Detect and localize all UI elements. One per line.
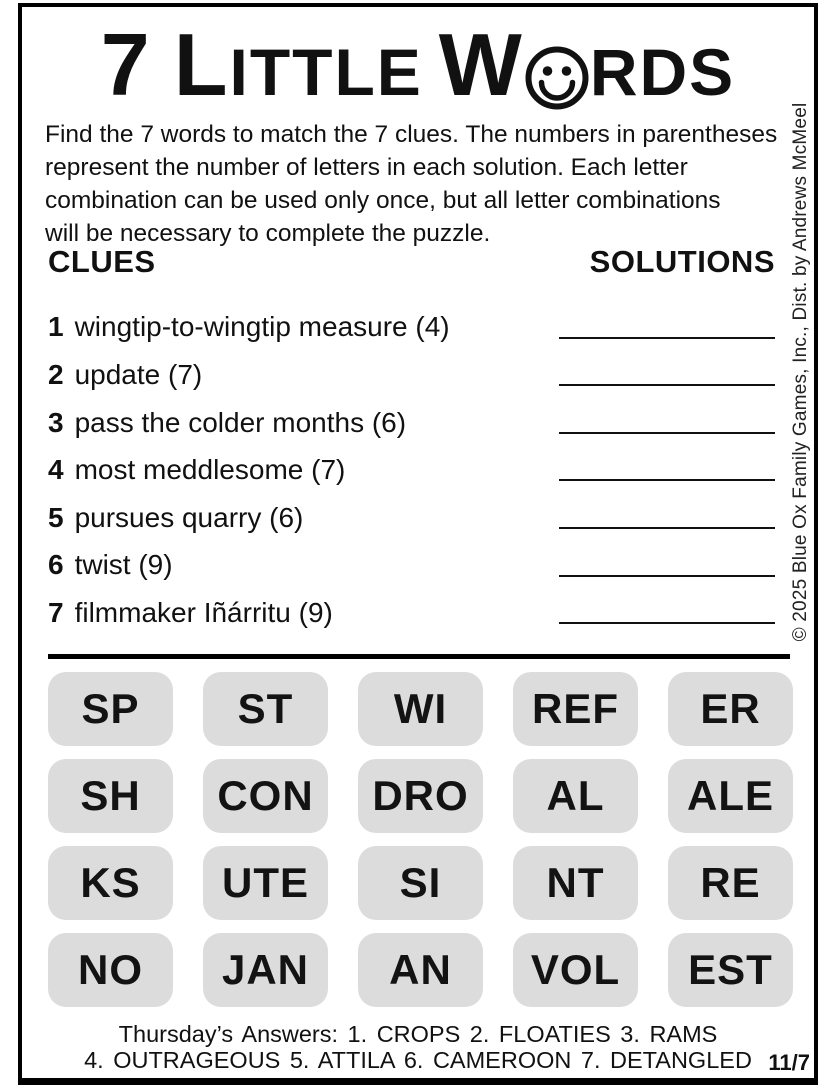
clue-number: 1 (48, 311, 64, 343)
clue-text: twist (9) (74, 549, 173, 581)
solution-blank[interactable] (559, 622, 775, 624)
publication-date: 11/7 (768, 1050, 810, 1075)
letter-tile[interactable]: EST (668, 933, 793, 1007)
solution-blank[interactable] (559, 432, 775, 434)
clue-text: pass the colder months (6) (74, 406, 407, 438)
clues-solutions-header (48, 245, 775, 279)
letter-tile[interactable]: REF (513, 672, 638, 746)
instructions (45, 118, 790, 250)
title-word2-rest: RDS (589, 35, 736, 109)
page-title (22, 15, 814, 114)
clue-text: pursues quarry (6) (74, 501, 304, 533)
clues-header: CLUES (48, 244, 156, 279)
clue-number: 3 (48, 406, 64, 438)
letter-tile[interactable]: DRO (358, 759, 483, 833)
clue-text: wingtip-to-wingtip measure (4) (74, 311, 450, 343)
instructions-line: will be necessary to complete the puzzle. (45, 220, 491, 247)
letter-tile[interactable]: SP (48, 672, 173, 746)
clues-section (48, 245, 775, 628)
clue-row (48, 533, 775, 581)
letter-tile-grid (48, 672, 793, 1007)
smiley-face-o-icon (525, 46, 589, 110)
letter-tile[interactable]: SH (48, 759, 173, 833)
instructions-line: represent the number of letters in each solution. Each letter (45, 154, 688, 181)
instructions-line: Find the 7 words to match the 7 clues. The numbers in parentheses (45, 121, 778, 148)
solution-blank[interactable] (559, 337, 775, 339)
letter-tile[interactable]: NO (48, 933, 173, 1007)
title-number: 7 (100, 15, 152, 114)
letter-tile[interactable]: ER (668, 672, 793, 746)
clue-text: filmmaker Iñárritu (9) (74, 597, 333, 629)
clue-number: 6 (48, 549, 64, 581)
solution-blank[interactable] (559, 384, 775, 386)
letter-tile[interactable]: WI (358, 672, 483, 746)
letter-tile[interactable]: JAN (203, 933, 328, 1007)
clue-row (48, 485, 775, 533)
letter-tile[interactable]: RE (668, 846, 793, 920)
letter-tile[interactable]: NT (513, 846, 638, 920)
letter-tile[interactable]: KS (48, 846, 173, 920)
clue-row (48, 390, 775, 438)
letter-tile[interactable]: UTE (203, 846, 328, 920)
puzzle-page-frame (18, 3, 818, 1085)
previous-answers-line-1: Thursday’s Answers: 1. CROPS 2. FLOATIES 3. RAMS (118, 1021, 718, 1047)
clue-row (48, 295, 775, 343)
letter-tile[interactable]: ALE (668, 759, 793, 833)
solution-blank[interactable] (559, 479, 775, 481)
solutions-header: SOLUTIONS (589, 244, 775, 279)
clue-number: 5 (48, 501, 64, 533)
clue-number: 7 (48, 597, 64, 629)
letter-tile[interactable]: AL (513, 759, 638, 833)
letter-tile[interactable]: ST (203, 672, 328, 746)
copyright-notice: © 2025 Blue Ox Family Games, Inc., Dist. by Andrews McMeel (790, 102, 811, 642)
clue-row (48, 438, 775, 486)
clue-row (48, 581, 775, 629)
title-word1-rest: ITTLE (229, 35, 423, 109)
clue-text: most meddlesome (7) (74, 454, 346, 486)
clue-row (48, 343, 775, 391)
clue-number: 4 (48, 454, 64, 486)
title-word1-initial: L (173, 15, 230, 114)
section-divider (48, 654, 790, 659)
title-word2-initial: W (438, 15, 524, 114)
letter-tile[interactable]: CON (203, 759, 328, 833)
solution-blank[interactable] (559, 527, 775, 529)
solution-blank[interactable] (559, 575, 775, 577)
letter-tile[interactable]: SI (358, 846, 483, 920)
letter-tile[interactable]: AN (358, 933, 483, 1007)
clue-text: update (7) (74, 359, 203, 391)
clue-number: 2 (48, 359, 64, 391)
instructions-line: combination can be used only once, but all letter combinations (45, 187, 721, 214)
previous-answers-line-2: 4. OUTRAGEOUS 5. ATTILA 6. CAMEROON 7. DETANGLED (84, 1047, 752, 1073)
letter-tile[interactable]: VOL (513, 933, 638, 1007)
